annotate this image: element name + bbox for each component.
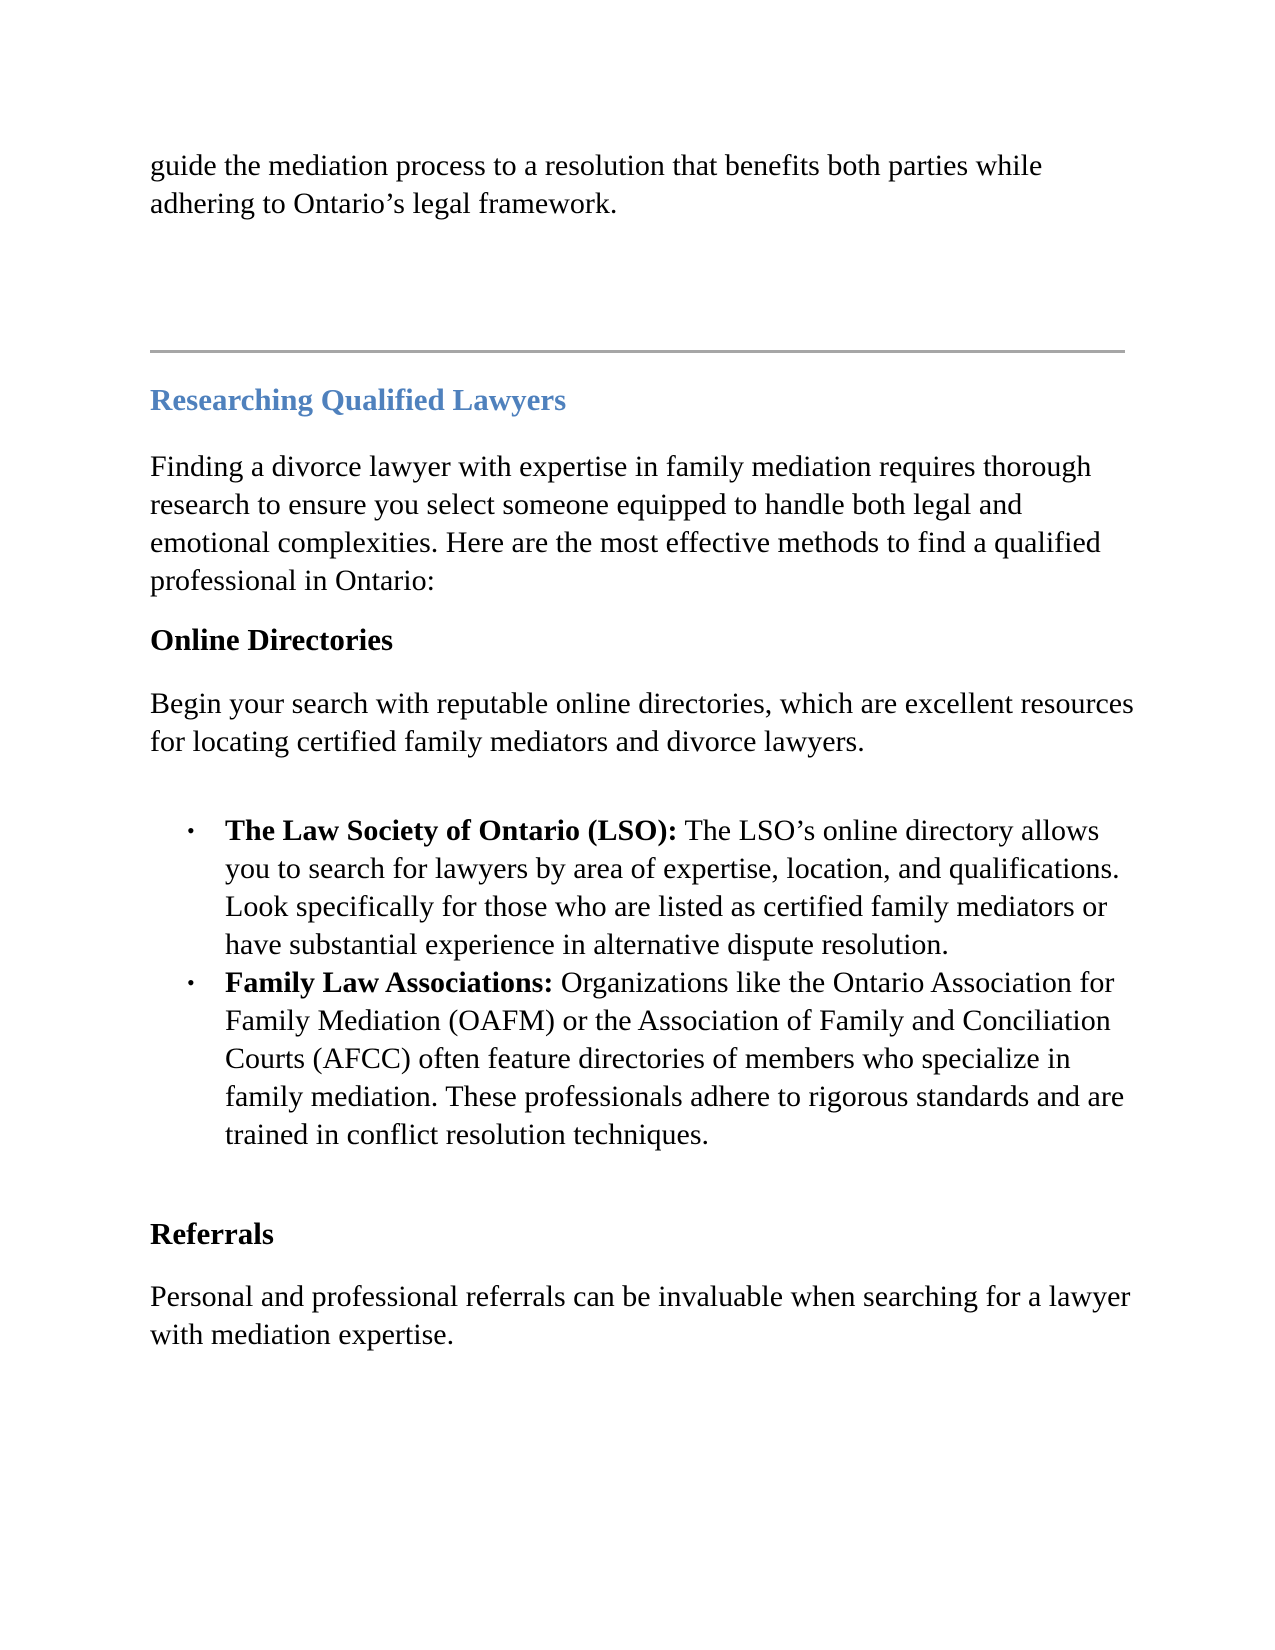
bullet-icon: • <box>187 970 195 995</box>
section-divider <box>150 350 1125 353</box>
list-item-lead: Family Law Associations: <box>225 966 554 999</box>
online-directories-intro: Begin your search with reputable online directories, which are excellent resources for locating certified family mediators and divorce lawyers. <box>150 687 1134 758</box>
section-intro-paragraph: Finding a divorce lawyer with expertise in family mediation requires thorough research to ensure you select someone equipped to handle both legal and emotional complexities. Here are the most effective methods to find a qualified professional in Ontario: <box>150 450 1101 597</box>
list-item <box>150 812 1140 964</box>
referrals-intro: Personal and professional referrals can be invaluable when searching for a lawyer with mediation expertise. <box>150 1280 1131 1351</box>
list-item-text: The LSO’s online directory allows you to search for lawyers by area of expertise, location, and qualifications. Look specifically for those who are listed as certified family mediators or have substantial experience in alternative dispute resolution. <box>225 814 1120 961</box>
bullet-icon: • <box>187 818 195 843</box>
section-heading: Researching Qualified Lawyers <box>150 382 567 417</box>
directory-list <box>150 812 1140 1154</box>
online-directories-heading: Online Directories <box>150 622 394 657</box>
list-item-text: Organizations like the Ontario Association for Family Mediation (OAFM) or the Association of Family and Conciliation Courts (AFCC) often feature directories of members who specialize in family mediation. These professionals adhere to rigorous standards and are trained in conflict resolution techniques. <box>225 966 1125 1151</box>
list-item-lead: The Law Society of Ontario (LSO): <box>225 814 678 847</box>
referrals-heading: Referrals <box>150 1216 274 1251</box>
list-item <box>150 964 1140 1154</box>
continuation-paragraph: guide the mediation process to a resolution that benefits both parties while adhering to Ontario’s legal framework. <box>150 149 1043 220</box>
